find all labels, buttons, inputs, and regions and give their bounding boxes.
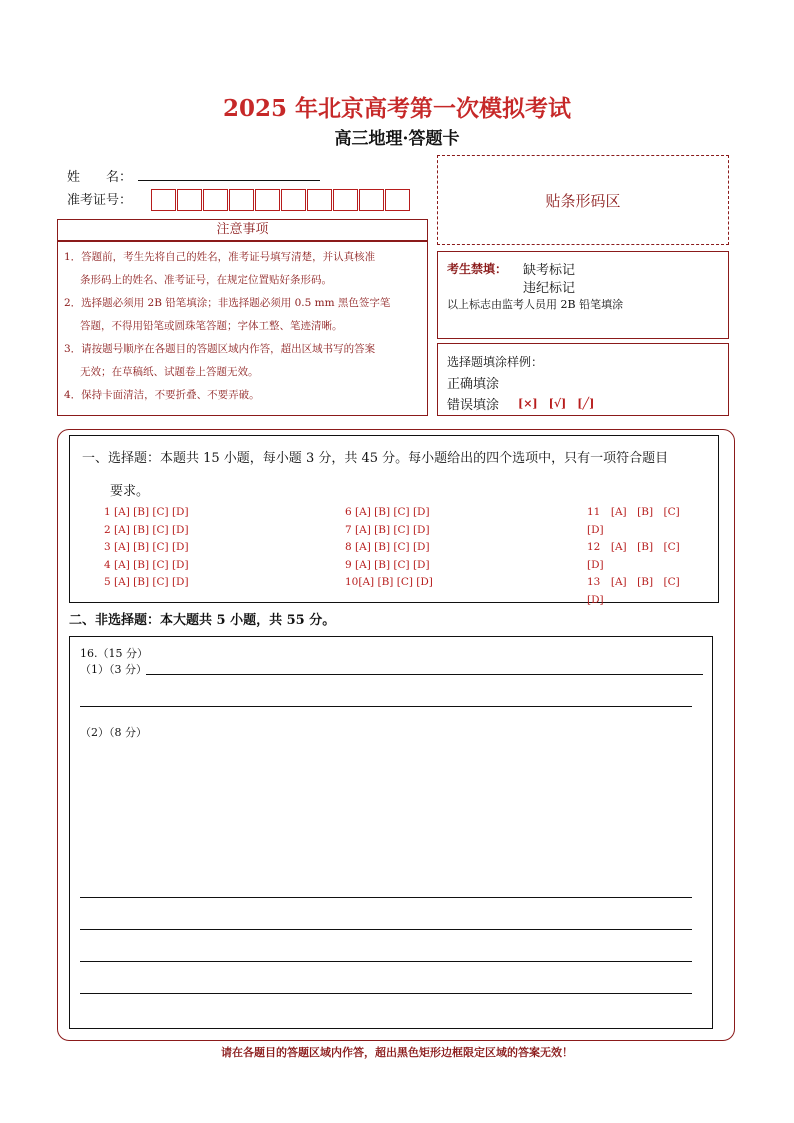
absent-mark[interactable]: 缺考标记	[523, 263, 576, 278]
section1-heading-cont: 要求。	[110, 484, 150, 499]
id-digit-box[interactable]	[281, 189, 306, 211]
mc-question[interactable]: 9 [A] [B] [C] [D]	[345, 558, 430, 571]
notice-box	[57, 241, 428, 416]
answer-line[interactable]	[80, 961, 692, 962]
q16-label: 16.（15 分）	[80, 647, 148, 660]
wrong-fill-label: 错误填涂	[447, 398, 500, 413]
notice-item: 条形码上的姓名、准考证号，在规定位置贴好条形码。	[80, 274, 332, 286]
notice-item: 3．请按题号顺序在各题目的答题区域内作答，超出区域书写的答案	[64, 343, 376, 355]
mc-question[interactable]: 7 [A] [B] [C] [D]	[345, 523, 430, 536]
mc-question[interactable]: 10[A] [B] [C] [D]	[345, 576, 433, 588]
id-number-boxes[interactable]	[151, 189, 411, 211]
id-digit-box[interactable]	[333, 189, 358, 211]
fill-sample-box	[437, 343, 729, 416]
section1-heading: 一、选择题：本题共 15 小题，每小题 3 分，共 45 分。每小题给出的四个选项中，只有一项符合题目	[82, 451, 669, 466]
mc-option-d[interactable]: [D]	[587, 523, 604, 536]
answer-line[interactable]	[80, 993, 692, 994]
mc-question[interactable]: 2 [A] [B] [C] [D]	[104, 523, 189, 536]
mc-question[interactable]: 13 [A] [B] [C]	[587, 576, 680, 588]
mc-column-3	[587, 504, 712, 606]
id-digit-box[interactable]	[177, 189, 202, 211]
mc-question[interactable]: 6 [A] [B] [C] [D]	[345, 506, 430, 518]
answer-line[interactable]	[80, 706, 692, 707]
q16-part2-label: （2）（8 分）	[80, 726, 147, 739]
mc-option-d[interactable]: [D]	[587, 593, 604, 606]
barcode-label: 贴条形码区	[545, 191, 621, 210]
forbidden-label: 考生禁填：	[447, 262, 508, 276]
mc-question[interactable]: 5 [A] [B] [C] [D]	[104, 576, 189, 588]
name-label: 姓 名：	[67, 170, 133, 185]
id-digit-box[interactable]	[255, 189, 280, 211]
violation-mark[interactable]: 违纪标记	[523, 281, 576, 296]
id-digit-box[interactable]	[203, 189, 228, 211]
mc-column-1	[104, 504, 189, 592]
correct-fill-label: 正确填涂	[447, 377, 500, 392]
mc-question[interactable]: 3 [A] [B] [C] [D]	[104, 541, 189, 553]
mc-column-2	[345, 504, 433, 592]
mc-question[interactable]: 4 [A] [B] [C] [D]	[104, 558, 189, 571]
id-digit-box[interactable]	[307, 189, 332, 211]
id-digit-box[interactable]	[151, 189, 176, 211]
mc-question[interactable]: 1 [A] [B] [C] [D]	[104, 506, 189, 518]
notice-item: 4．保持卡面清洁，不要折叠、不要弄破。	[64, 389, 260, 401]
section2-heading: 二、非选择题：本大题共 5 小题，共 55 分。	[69, 613, 336, 628]
notice-item: 2．选择题必须用 2B 铅笔填涂；非选择题必须用 0.5 mm 黑色签字笔	[64, 297, 391, 309]
barcode-area	[437, 155, 729, 245]
forbidden-box	[437, 251, 729, 339]
mc-question[interactable]: 12 [A] [B] [C]	[587, 541, 680, 553]
q16-part1-label: （1）（3 分）	[80, 663, 147, 676]
q16-answer-box[interactable]	[69, 636, 713, 1029]
notice-item: 1．答题前，考生先将自己的姓名，准考证号填写清楚，并认真核准	[64, 251, 376, 263]
page-subtitle: 高三地理·答题卡	[334, 129, 460, 149]
mc-question[interactable]: 8 [A] [B] [C] [D]	[345, 541, 430, 553]
wrong-fill-marks: [×] [√] [╱]	[518, 397, 595, 410]
notice-item: 无效；在草稿纸、试题卷上答题无效。	[80, 366, 259, 378]
fill-sample-title: 选择题填涂样例：	[447, 355, 544, 369]
name-field[interactable]	[138, 180, 320, 181]
id-digit-box[interactable]	[385, 189, 410, 211]
id-digit-box[interactable]	[229, 189, 254, 211]
answer-line[interactable]	[80, 929, 692, 930]
mc-option-d[interactable]: [D]	[587, 558, 604, 571]
multiple-choice-box	[69, 435, 719, 606]
id-digit-box[interactable]	[359, 189, 384, 211]
notice-item: 答题，不得用铅笔或圆珠笔答题；字体工整、笔迹清晰。	[80, 320, 343, 332]
mc-question[interactable]: 11 [A] [B] [C]	[587, 506, 680, 518]
id-label: 准考证号：	[67, 193, 133, 208]
page-title: 2025 年北京高考第一次模拟考试	[222, 95, 572, 122]
answer-line[interactable]	[146, 674, 703, 675]
answer-line[interactable]	[80, 897, 692, 898]
footer-warning: 请在各题目的答题区域内作答，超出黑色矩形边框限定区域的答案无效！	[221, 1046, 573, 1059]
forbidden-note: 以上标志由监考人员用 2B 铅笔填涂	[447, 298, 624, 311]
notice-heading: 注意事项	[57, 219, 428, 241]
